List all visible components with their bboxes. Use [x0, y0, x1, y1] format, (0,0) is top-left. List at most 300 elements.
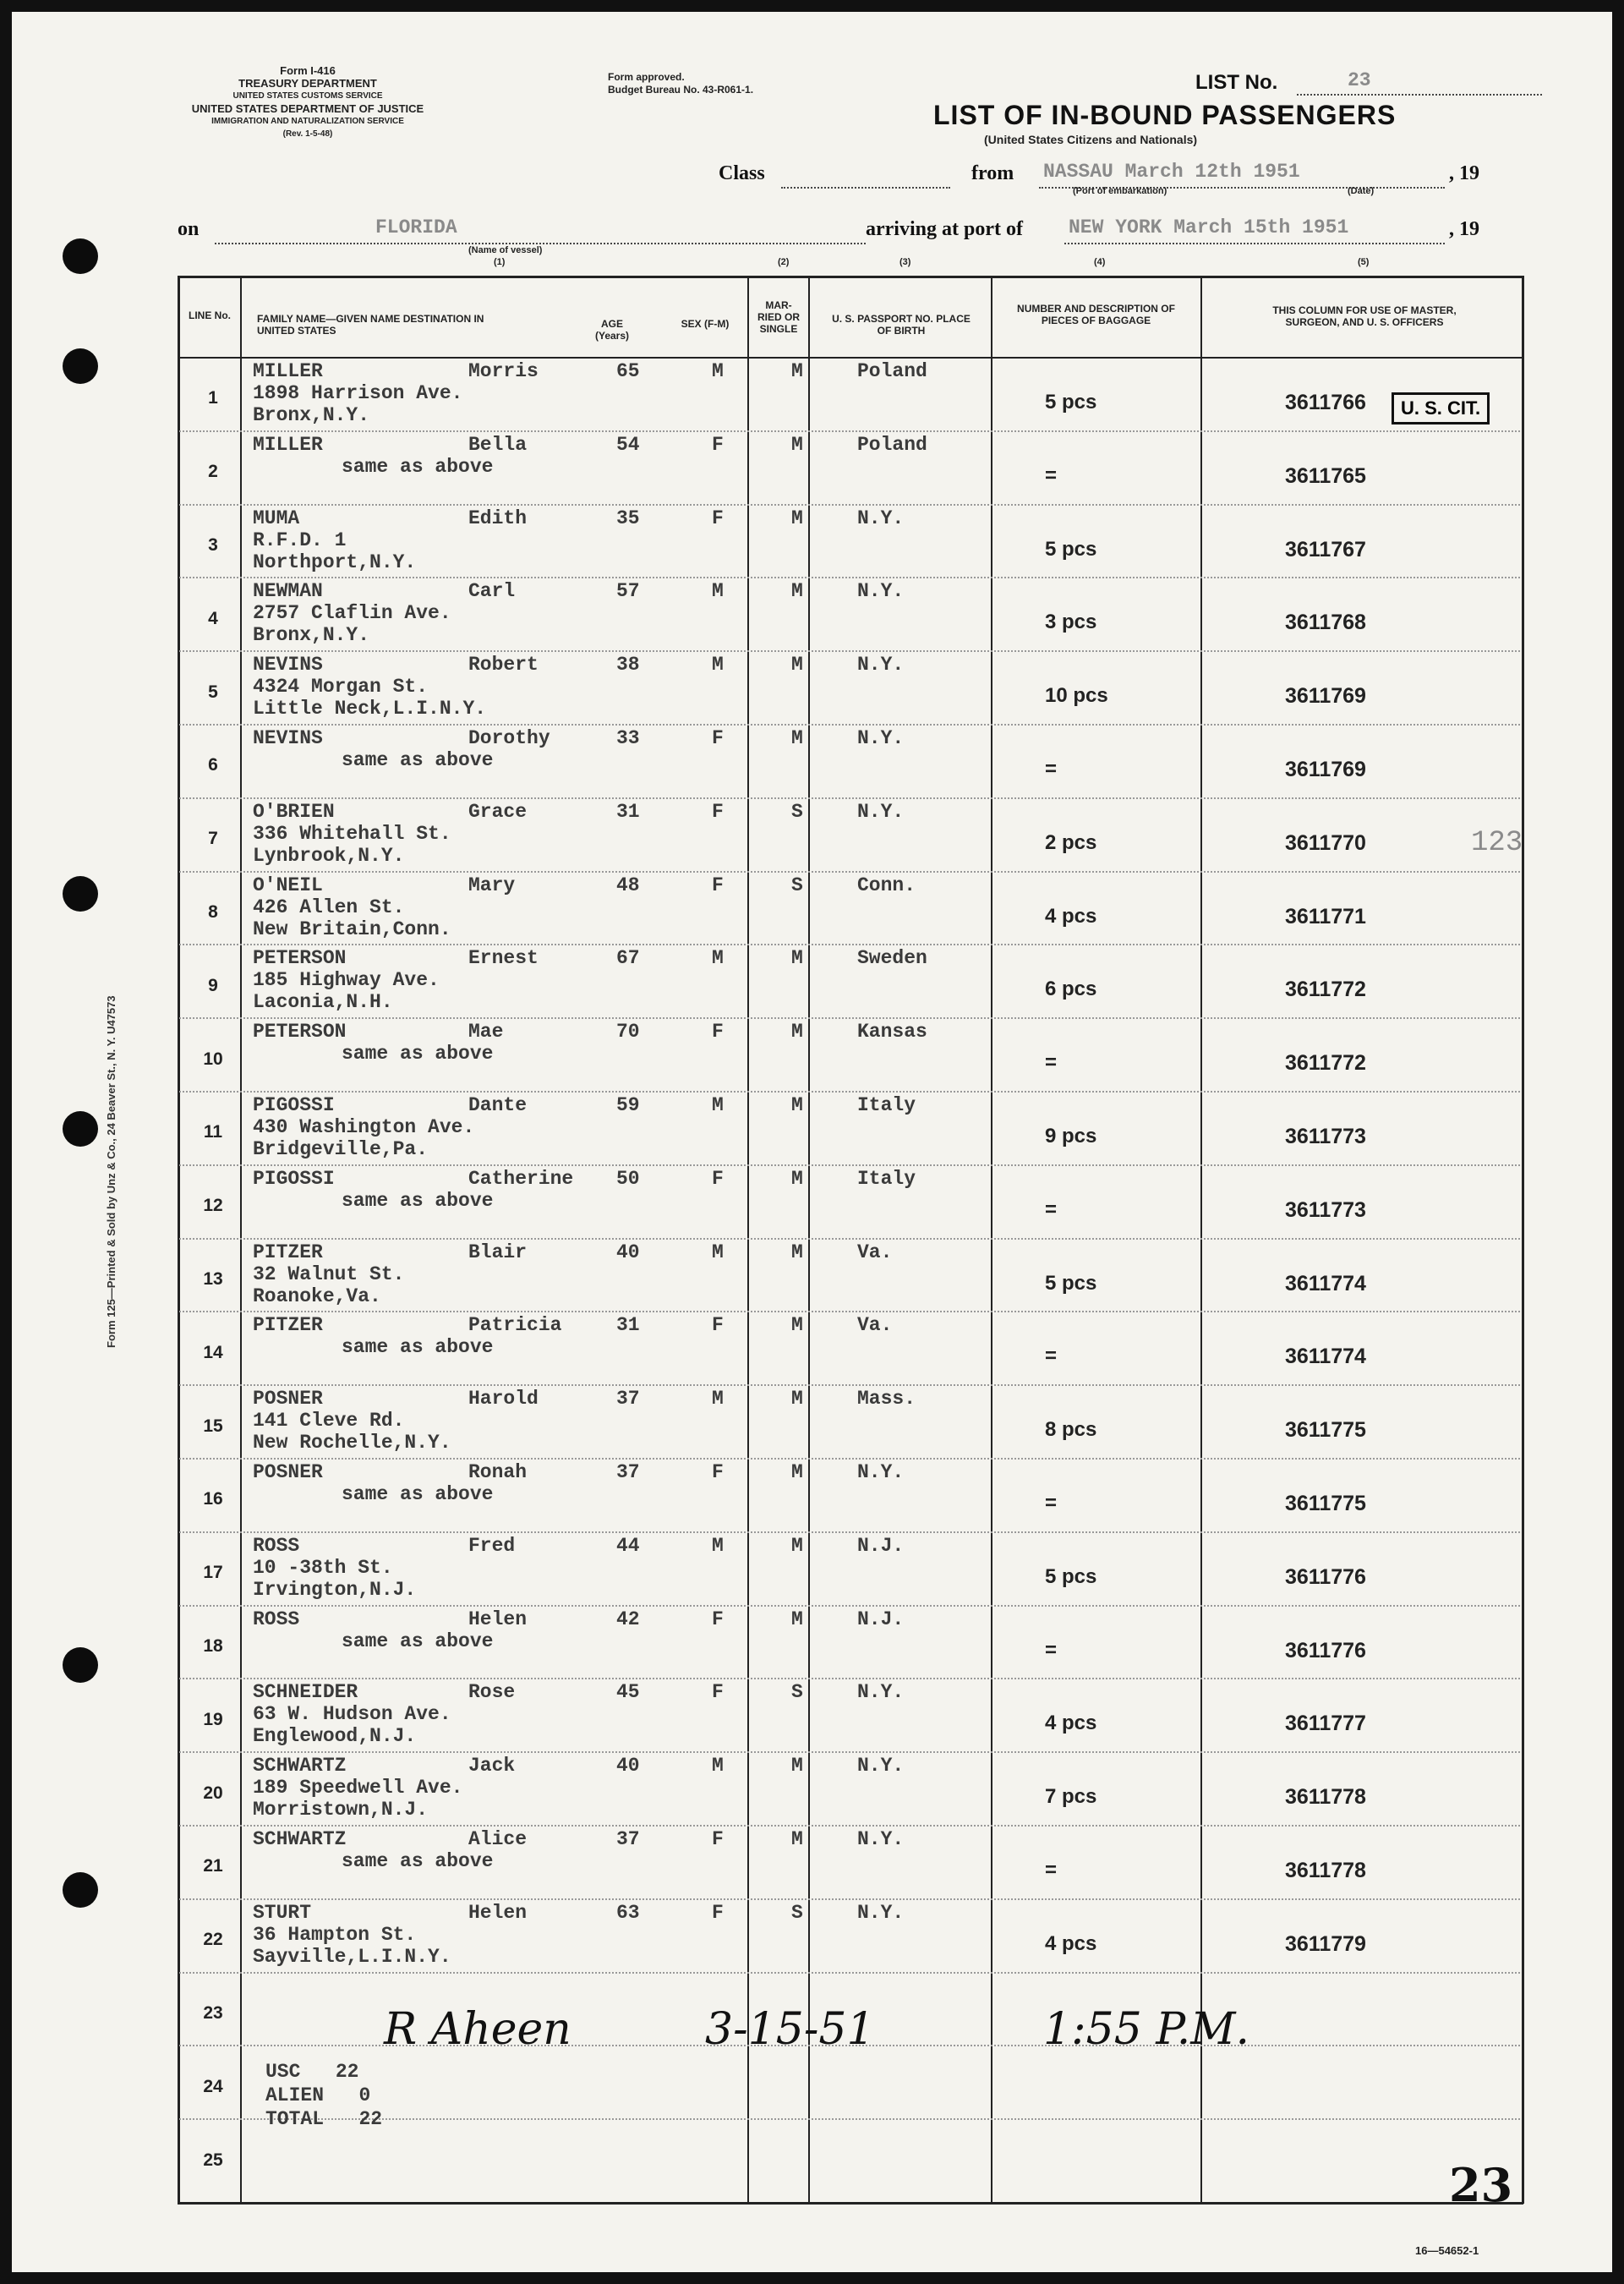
place-of-birth: Kansas	[857, 1021, 927, 1043]
given-name: Alice	[468, 1828, 528, 1850]
sex: M	[712, 1241, 724, 1263]
address-city: Lynbrook,N.Y.	[253, 844, 405, 867]
marital-status: M	[791, 1314, 803, 1337]
sex: F	[712, 1167, 724, 1190]
place-of-birth: N.Y.	[857, 1681, 905, 1704]
line-number: 3	[208, 535, 218, 555]
officer-number: 3611769	[1285, 758, 1366, 781]
family-name: O'NEIL	[253, 874, 323, 896]
given-name: Rose	[468, 1681, 516, 1704]
age: 59	[616, 1094, 640, 1116]
line-number: 20	[203, 1783, 223, 1803]
family-name: MUMA	[253, 507, 300, 529]
place-of-birth: N.Y.	[857, 1755, 905, 1777]
sex: F	[712, 1021, 724, 1043]
line-number: 9	[208, 975, 218, 995]
age: 67	[616, 947, 640, 970]
address-city: Sayville,L.I.N.Y.	[253, 1945, 451, 1968]
row-separator	[179, 1091, 1520, 1093]
sex: F	[712, 874, 724, 896]
place-of-birth: N.Y.	[857, 1901, 905, 1924]
sex: M	[712, 360, 724, 382]
address-city: Bridgeville,Pa.	[253, 1138, 429, 1160]
baggage-count: =	[1045, 1492, 1058, 1514]
given-name: Blair	[468, 1241, 528, 1263]
class-label: Class	[719, 162, 765, 184]
age: 70	[616, 1021, 640, 1043]
baggage-count: =	[1045, 1197, 1058, 1221]
officer-number: 3611776	[1285, 1564, 1366, 1589]
marital-status: M	[791, 947, 803, 970]
total-usc-label: USC	[265, 2061, 301, 2083]
binder-hole	[63, 1872, 98, 1908]
place-of-birth: Sweden	[857, 947, 927, 970]
baggage-count: 5 pcs	[1045, 537, 1097, 561]
officer-number: 3611775	[1285, 1418, 1366, 1443]
col-header-name: FAMILY NAME—GIVEN NAME DESTINATION IN UNITED STATES	[257, 313, 484, 337]
age: 31	[616, 800, 640, 823]
col-header-passport: U. S. PASSPORT NO. PLACE OF BIRTH	[832, 313, 971, 337]
place-of-birth: Va.	[857, 1314, 893, 1337]
row-separator	[179, 871, 1520, 873]
manifest-sheet	[12, 12, 1612, 2272]
baggage-count: 5 pcs	[1045, 1564, 1097, 1588]
place-of-birth: N.Y.	[857, 580, 905, 603]
age: 65	[616, 360, 640, 382]
marital-status: M	[791, 360, 803, 382]
total-all-value: 22	[358, 2108, 383, 2130]
given-name: Mae	[468, 1021, 504, 1043]
table-bottom-border	[178, 2202, 1523, 2205]
given-name: Dante	[468, 1094, 528, 1116]
marital-status: M	[791, 654, 803, 676]
baggage-count: 9 pcs	[1045, 1125, 1097, 1147]
address-line: same as above	[342, 1629, 494, 1652]
marital-status: S	[791, 874, 803, 896]
sex: M	[712, 1094, 724, 1116]
baggage-count: =	[1045, 1051, 1058, 1075]
line-number: 19	[203, 1709, 223, 1729]
sex: M	[712, 580, 724, 603]
family-name: PITZER	[253, 1241, 323, 1263]
age: 63	[616, 1901, 640, 1924]
family-name: ROSS	[253, 1608, 300, 1630]
age: 57	[616, 580, 640, 603]
sex: F	[712, 433, 724, 456]
line-number: 16	[203, 1489, 223, 1509]
address-city: Morristown,N.J.	[253, 1799, 429, 1821]
address-line: 189 Speedwell Ave.	[253, 1777, 463, 1799]
row-separator	[179, 1458, 1520, 1460]
row-separator	[179, 1605, 1520, 1607]
age: 44	[616, 1534, 640, 1557]
baggage-count: 5 pcs	[1045, 1271, 1097, 1295]
address-line: 10 -38th St.	[253, 1556, 393, 1579]
age: 48	[616, 874, 640, 896]
officer-number: 3611766	[1285, 391, 1366, 414]
revision: (Rev. 1-5-48)	[282, 129, 333, 139]
place-of-birth: Mass.	[857, 1388, 916, 1410]
binder-hole	[63, 876, 98, 912]
place-of-birth: N.Y.	[857, 800, 905, 823]
address-city: New Rochelle,N.Y.	[253, 1432, 451, 1454]
line-number: 5	[208, 682, 218, 702]
arriving-value: NEW YORK March 15th 1951	[1069, 216, 1349, 238]
row-separator	[179, 577, 1520, 578]
marital-status: S	[791, 800, 803, 823]
line-number: 15	[203, 1416, 223, 1436]
row-separator	[179, 944, 1520, 945]
given-name: Helen	[468, 1608, 528, 1630]
given-name: Grace	[468, 800, 528, 823]
given-name: Edith	[468, 507, 528, 529]
address-line: same as above	[342, 1483, 494, 1505]
place-of-birth: Va.	[857, 1241, 893, 1263]
family-name: PITZER	[253, 1314, 323, 1337]
officer-number: 3611767	[1285, 537, 1366, 561]
age: 38	[616, 654, 640, 676]
age: 31	[616, 1314, 640, 1337]
marital-status: M	[791, 1021, 803, 1043]
officer-number: 3611773	[1285, 1125, 1366, 1148]
line-number: 1	[208, 388, 218, 408]
from-value: NASSAU March 12th 1951	[1043, 161, 1300, 183]
baggage-count: 4 pcs	[1045, 904, 1097, 928]
dept-customs: UNITED STATES CUSTOMS SERVICE	[232, 91, 383, 101]
line-number: 2	[208, 462, 218, 482]
on-label: on	[178, 218, 200, 240]
family-name: STURT	[253, 1901, 312, 1924]
baggage-count: 4 pcs	[1045, 1712, 1097, 1735]
marital-status: M	[791, 433, 803, 456]
family-name: SCHWARTZ	[253, 1828, 347, 1850]
binder-hole	[63, 1111, 98, 1147]
address-line: 63 W. Hudson Ave.	[253, 1703, 451, 1726]
binder-hole	[63, 348, 98, 384]
line-number: 24	[203, 2076, 223, 2096]
row-separator	[179, 1164, 1520, 1166]
address-city: Englewood,N.J.	[253, 1725, 417, 1748]
handwritten-date: 3-15-51	[705, 2004, 875, 2055]
arriving-label: arriving at port of	[866, 218, 1023, 240]
col-divider	[808, 276, 810, 2204]
col-divider	[240, 276, 242, 2204]
address-line: same as above	[342, 1336, 494, 1359]
line-number: 8	[208, 902, 218, 922]
officer-number: 3611773	[1285, 1197, 1366, 1222]
line-number: 10	[203, 1049, 223, 1069]
age: 40	[616, 1755, 640, 1777]
age: 33	[616, 727, 640, 749]
family-name: PETERSON	[253, 947, 347, 970]
age: 42	[616, 1608, 640, 1630]
family-name: NEVINS	[253, 727, 323, 749]
row-separator	[179, 1972, 1520, 1974]
given-name: Harold	[468, 1388, 539, 1410]
form-number: Form I-416	[280, 64, 336, 77]
marital-status: M	[791, 1461, 803, 1483]
age: 35	[616, 507, 640, 529]
given-name: Dorothy	[468, 727, 550, 749]
officer-number: 3611772	[1285, 1051, 1366, 1076]
sex: F	[712, 1681, 724, 1704]
baggage-count: 4 pcs	[1045, 1931, 1097, 1955]
from-year-suffix: , 19	[1449, 162, 1479, 184]
officer-signature: R Aheen	[384, 2004, 571, 2055]
arriving-line	[1064, 242, 1445, 244]
family-name: NEWMAN	[253, 580, 323, 603]
total-alien-value: 0	[358, 2084, 371, 2106]
place-of-birth: Poland	[857, 433, 927, 456]
address-city: New Britain,Conn.	[253, 917, 451, 940]
col-header-baggage: NUMBER AND DESCRIPTION OF PIECES OF BAGGAGE	[1017, 303, 1175, 326]
place-of-birth: Conn.	[857, 874, 916, 896]
marital-status: M	[791, 1241, 803, 1263]
marital-status: M	[791, 1755, 803, 1777]
total-alien-label: ALIEN	[265, 2084, 325, 2106]
marital-status: M	[791, 1608, 803, 1630]
line-number: 25	[203, 2150, 223, 2170]
given-name: Helen	[468, 1901, 528, 1924]
col-divider	[991, 276, 992, 2204]
address-line: 426 Allen St.	[253, 896, 405, 918]
given-name: Fred	[468, 1534, 516, 1557]
family-name: NEVINS	[253, 654, 323, 676]
family-name: PIGOSSI	[253, 1094, 335, 1116]
given-name: Bella	[468, 433, 528, 456]
row-separator	[179, 724, 1520, 726]
dept-immigration: IMMIGRATION AND NATURALIZATION SERVICE	[211, 117, 404, 126]
col-header-age: AGE (Years)	[594, 318, 630, 342]
col-divider	[1200, 276, 1202, 2204]
side-print: Form 125—Printed & Sold by Unz & Co., 24 Beaver St., N. Y. U47573	[105, 995, 118, 1348]
line-number: 23	[203, 2003, 223, 2023]
us-citizen-stamp: U. S. CIT.	[1392, 392, 1490, 424]
family-name: PETERSON	[253, 1021, 347, 1043]
address-line: 4324 Morgan St.	[253, 676, 429, 698]
row-separator	[179, 1311, 1520, 1312]
sex: M	[712, 1755, 724, 1777]
totals-block	[265, 2060, 382, 2131]
sex: F	[712, 1608, 724, 1630]
address-line: same as above	[342, 455, 494, 478]
margin-note: 123	[1471, 827, 1523, 859]
row-separator	[179, 1017, 1520, 1019]
baggage-count: 3 pcs	[1045, 611, 1097, 634]
sex: M	[712, 947, 724, 970]
line-number: 21	[203, 1856, 223, 1876]
address-line: 185 Highway Ave.	[253, 969, 440, 992]
baggage-count: 5 pcs	[1045, 391, 1097, 414]
baggage-count: 8 pcs	[1045, 1418, 1097, 1442]
row-separator	[179, 1384, 1520, 1386]
total-all-label: TOTAL	[265, 2108, 325, 2130]
col-header-officers: THIS COLUMN FOR USE OF MASTER, SURGEON, AND U. S. OFFICERS	[1272, 304, 1457, 328]
baggage-count: =	[1045, 463, 1058, 487]
family-name: MILLER	[253, 360, 323, 382]
column-number-5: (5)	[1358, 257, 1370, 267]
line-number: 12	[203, 1196, 223, 1216]
age: 54	[616, 433, 640, 456]
date-caption: (Date)	[1348, 186, 1375, 196]
address-city: Bronx,N.Y.	[253, 624, 370, 647]
binder-hole	[63, 238, 98, 274]
given-name: Catherine	[468, 1167, 574, 1190]
place-of-birth: Italy	[857, 1094, 916, 1116]
officer-number: 3611775	[1285, 1492, 1366, 1515]
line-number: 13	[203, 1269, 223, 1289]
row-separator	[179, 504, 1520, 506]
sex: M	[712, 1388, 724, 1410]
handwritten-time: 1:55 P.M.	[1043, 2004, 1250, 2055]
dept-treasury: TREASURY DEPARTMENT	[238, 77, 377, 90]
address-line: 141 Cleve Rd.	[253, 1410, 405, 1432]
col-divider	[747, 276, 749, 2204]
column-number-4: (4)	[1094, 257, 1106, 267]
table-top-border	[178, 276, 1523, 278]
baggage-count: =	[1045, 1345, 1058, 1368]
age: 37	[616, 1828, 640, 1850]
address-line: 2757 Claflin Ave.	[253, 602, 451, 625]
sex: F	[712, 727, 724, 749]
budget-text: Budget Bureau No. 43-R061-1.	[608, 84, 754, 96]
marital-status: M	[791, 507, 803, 529]
table-left-border	[178, 276, 180, 2204]
form-number-bottom: 16—54652-1	[1415, 2244, 1479, 2257]
marital-status: S	[791, 1901, 803, 1924]
officer-number: 3611778	[1285, 1785, 1366, 1810]
col-header-line-no: LINE No.	[189, 309, 231, 321]
officer-number: 3611771	[1285, 904, 1366, 928]
address-city: Irvington,N.J.	[253, 1578, 417, 1601]
page-count: 23	[1449, 2158, 1513, 2212]
sex: F	[712, 1828, 724, 1850]
address-city: Little Neck,L.I.N.Y.	[253, 698, 487, 720]
page-title: LIST OF IN-BOUND PASSENGERS	[933, 100, 1397, 130]
address-line: same as above	[342, 749, 494, 771]
age: 50	[616, 1167, 640, 1190]
officer-number: 3611769	[1285, 684, 1366, 709]
row-separator	[179, 1825, 1520, 1827]
port-caption: (Port of embarkation)	[1073, 186, 1167, 196]
approved-text: Form approved.	[608, 71, 685, 83]
place-of-birth: Italy	[857, 1167, 916, 1190]
place-of-birth: N.Y.	[857, 1461, 905, 1483]
age: 37	[616, 1461, 640, 1483]
sex: F	[712, 1461, 724, 1483]
place-of-birth: N.Y.	[857, 727, 905, 749]
address-line: 1898 Harrison Ave.	[253, 382, 463, 404]
vessel-caption: (Name of vessel)	[468, 245, 543, 255]
col-header-sex: SEX (F-M)	[681, 318, 730, 330]
binder-hole	[63, 1647, 98, 1683]
table-header-border	[178, 357, 1523, 359]
family-name: ROSS	[253, 1534, 300, 1557]
marital-status: S	[791, 1681, 803, 1704]
line-number: 4	[208, 608, 218, 628]
sex: M	[712, 654, 724, 676]
sex: F	[712, 1314, 724, 1337]
marital-status: M	[791, 727, 803, 749]
sex: M	[712, 1534, 724, 1557]
age: 45	[616, 1681, 640, 1704]
given-name: Jack	[468, 1755, 516, 1777]
address-line: 32 Walnut St.	[253, 1262, 405, 1285]
sex: F	[712, 507, 724, 529]
officer-number: 3611765	[1285, 463, 1366, 488]
line-number: 6	[208, 755, 218, 775]
officer-number: 3611770	[1285, 830, 1366, 855]
given-name: Mary	[468, 874, 516, 896]
baggage-count: =	[1045, 1859, 1058, 1881]
column-number-2: (2)	[778, 257, 790, 267]
address-line: 430 Washington Ave.	[253, 1116, 475, 1138]
row-separator	[179, 1238, 1520, 1240]
column-number-1: (1)	[494, 257, 506, 267]
row-separator	[179, 1678, 1520, 1679]
given-name: Robert	[468, 654, 539, 676]
family-name: POSNER	[253, 1461, 323, 1483]
address-line: R.F.D. 1	[253, 529, 347, 551]
officer-number: 3611777	[1285, 1712, 1366, 1736]
family-name: SCHNEIDER	[253, 1681, 358, 1704]
baggage-count: 2 pcs	[1045, 830, 1097, 854]
age: 40	[616, 1241, 640, 1263]
place-of-birth: N.Y.	[857, 654, 905, 676]
address-line: same as above	[342, 1043, 494, 1065]
row-separator	[179, 1898, 1520, 1900]
marital-status: M	[791, 1828, 803, 1850]
address-city: Northport,N.Y.	[253, 550, 417, 573]
family-name: SCHWARTZ	[253, 1755, 347, 1777]
place-of-birth: N.Y.	[857, 507, 905, 529]
family-name: POSNER	[253, 1388, 323, 1410]
address-line: 336 Whitehall St.	[253, 822, 451, 845]
age: 37	[616, 1388, 640, 1410]
baggage-count: 6 pcs	[1045, 978, 1097, 1001]
place-of-birth: N.J.	[857, 1534, 905, 1557]
vessel-line	[215, 242, 866, 244]
given-name: Patricia	[468, 1314, 562, 1337]
officer-number: 3611772	[1285, 978, 1366, 1002]
address-line: same as above	[342, 1189, 494, 1212]
line-number: 7	[208, 829, 218, 849]
row-separator	[179, 650, 1520, 652]
total-usc-value: 22	[335, 2061, 359, 2083]
row-separator	[179, 1531, 1520, 1533]
place-of-birth: Poland	[857, 360, 927, 382]
dept-justice: UNITED STATES DEPARTMENT OF JUSTICE	[191, 102, 424, 115]
line-number: 11	[203, 1122, 223, 1142]
col-header-married: MAR- RIED OR SINGLE	[757, 299, 800, 335]
sex: F	[712, 1901, 724, 1924]
address-city: Bronx,N.Y.	[253, 404, 370, 426]
list-no-line	[1297, 93, 1542, 96]
place-of-birth: N.Y.	[857, 1828, 905, 1850]
family-name: PIGOSSI	[253, 1167, 335, 1190]
row-separator	[179, 430, 1520, 432]
baggage-count: 7 pcs	[1045, 1785, 1097, 1809]
total-all-row	[265, 2107, 382, 2131]
row-separator	[179, 797, 1520, 799]
baggage-count: 10 pcs	[1045, 684, 1108, 708]
approval-block	[608, 71, 753, 96]
baggage-count: =	[1045, 1638, 1058, 1662]
given-name: Ronah	[468, 1461, 528, 1483]
marital-status: M	[791, 1388, 803, 1410]
address-city: Roanoke,Va.	[253, 1284, 381, 1307]
marital-status: M	[791, 580, 803, 603]
